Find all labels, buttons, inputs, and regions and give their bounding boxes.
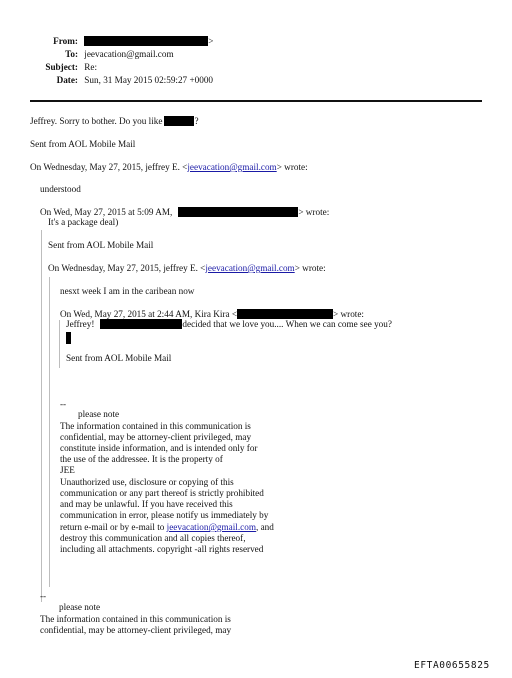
disclaimer-2-line-2: confidential, may be attorney-client privileged, may xyxy=(40,625,232,635)
from-label: From: xyxy=(53,36,78,46)
disclaimer-1-line-1: The information contained in this communication is xyxy=(60,421,251,431)
date-value: Sun, 31 May 2015 02:59:27 +0000 xyxy=(84,75,214,85)
header-subject xyxy=(30,62,97,73)
redaction-block xyxy=(84,36,208,46)
quote-header-2-pre: On Wed, May 27, 2015 at 5:09 AM, xyxy=(40,207,173,217)
quote-header-3-post: > wrote: xyxy=(294,263,326,273)
disclaimer-1-line-9: communication in error, please notify us immediately by xyxy=(60,510,269,520)
date-label: Date: xyxy=(56,75,78,85)
disclaimer-1-line-7: communication or any part thereof is strictly prohibited xyxy=(60,488,264,498)
header-date xyxy=(30,75,213,86)
quote-header-1 xyxy=(30,162,308,173)
body-line-1-text: Jeffrey. Sorry to bother. Do you like xyxy=(30,116,163,126)
jeffrey-line xyxy=(66,319,392,330)
understood-text: understood xyxy=(40,184,81,194)
quote-header-1-post: > wrote: xyxy=(276,162,308,172)
body-line-1 xyxy=(30,116,199,127)
header-divider xyxy=(30,100,482,102)
disclaimer-1-line-5: JEE xyxy=(60,465,75,475)
signature-1: Sent from AOL Mobile Mail xyxy=(30,139,136,149)
redaction-block xyxy=(164,116,194,126)
quote-bar-1 xyxy=(41,230,42,602)
quote-bar-3 xyxy=(59,320,60,368)
disclaimer-1-line-6: Unauthorized use, disclosure or copying of this xyxy=(60,477,234,487)
quote-header-3-pre: On Wednesday, May 27, 2015, jeffrey E. < xyxy=(48,263,206,273)
disclaimer-1-line-8: and may be unlawful. If you have received this xyxy=(60,499,233,509)
disclaimer-1-line-3: constitute inside information, and is intended only for xyxy=(60,443,258,453)
quote-header-4-post: > wrote: xyxy=(333,309,364,319)
to-label: To: xyxy=(65,49,78,59)
jeffrey-line-post: decided that we love you.... When we can come see you? xyxy=(182,319,392,329)
disclaimer-2-line-1: The information contained in this communication is xyxy=(40,614,231,624)
redaction-block xyxy=(178,207,298,217)
subject-label: Subject: xyxy=(45,62,78,72)
subject-value: Re: xyxy=(84,62,98,72)
email-link[interactable]: jeevacation@gmail.com xyxy=(166,522,256,532)
to-value: jeevacation@gmail.com xyxy=(84,49,174,59)
disclaimer-1-dashes: -- xyxy=(60,399,67,409)
signature-3: Sent from AOL Mobile Mail xyxy=(66,353,172,363)
document-id: EFTA00655825 xyxy=(414,660,490,671)
disclaimer-2-title: please note xyxy=(59,602,101,612)
quote-bar-2 xyxy=(49,277,50,587)
disclaimer-1-email-pre: return e-mail or by e-mail to xyxy=(60,522,167,532)
quote-header-4-pre: On Wed, May 27, 2015 at 2:44 AM, Kira Kira < xyxy=(60,309,238,319)
disclaimer-1-tail-2: including all attachments. copyright -all rights reserved xyxy=(60,544,264,554)
disclaimer-1-title: please note xyxy=(78,409,120,419)
disclaimer-1-line-4: the use of the addressee. It is the property of xyxy=(60,454,223,464)
signature-2: Sent from AOL Mobile Mail xyxy=(48,240,154,250)
body-line-1-end: ? xyxy=(194,116,199,126)
email-link[interactable]: jeevacation@gmail.com xyxy=(187,162,277,172)
header-from xyxy=(30,36,213,47)
disclaimer-1-email-line xyxy=(60,522,274,533)
header-to xyxy=(30,49,174,60)
redaction-block xyxy=(100,319,182,329)
jeffrey-line-pre: Jeffrey! xyxy=(66,319,95,329)
nexst-text: nesxt week I am in the caribean now xyxy=(60,286,195,296)
quote-header-3 xyxy=(48,263,326,274)
redaction-block xyxy=(66,332,71,344)
disclaimer-1-email-post: , and xyxy=(255,522,274,532)
email-link[interactable]: jeevacation@gmail.com xyxy=(205,263,295,273)
disclaimer-1-line-2: confidential, may be attorney-client privileged, may xyxy=(60,432,252,442)
redaction-block xyxy=(237,309,333,319)
from-suffix: > xyxy=(208,36,214,46)
quote-header-2-post: > wrote: xyxy=(298,207,330,217)
disclaimer-1-tail-1: destroy this communication and all copies thereof, xyxy=(60,533,246,543)
package-text: It's a package deal) xyxy=(48,217,119,227)
disclaimer-2-dashes: -- xyxy=(40,591,47,601)
quote-header-1-pre: On Wednesday, May 27, 2015, jeffrey E. < xyxy=(30,162,188,172)
redaction-block-tall xyxy=(66,332,71,345)
